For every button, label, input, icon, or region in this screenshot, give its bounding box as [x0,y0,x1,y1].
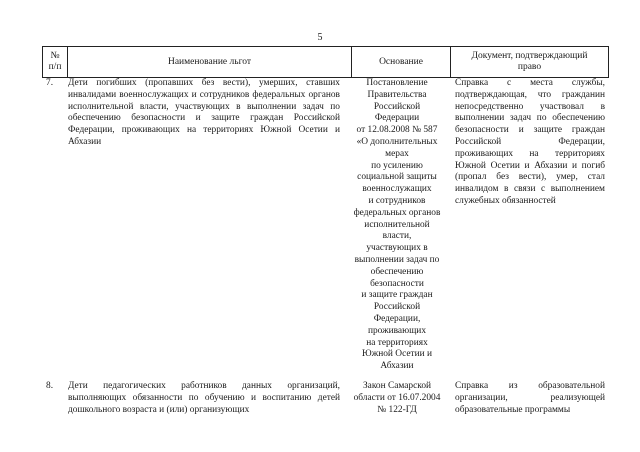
basis-line: № 122-ГД [377,404,417,415]
row-8-number: 8. [46,381,54,391]
basis-line: Абхазии [380,361,414,372]
basis-line: Постановление [366,78,428,88]
header-basis: Основание [352,47,451,77]
basis-line: безопасности [370,278,424,289]
basis-line: проживающих [367,325,427,336]
basis-line: от 12.08.2008 № 587 [356,125,438,136]
row-7-basis [344,78,450,373]
row-8-basis [344,381,450,416]
basis-line: Федерации [374,113,420,124]
basis-line: Закон Самарской [362,381,432,391]
basis-line: выполнении задач по [354,254,440,265]
page-number: 5 [317,32,323,43]
row-7-benefit: Дети погибших (пропавших без вести), умерших, ставших инвалидами военнослужащих и сотрудников федеральных органов исполнительной власти, участвующих в выполнении задач по обеспечению безопасности и защите граждан Российской Федерации, проживающих на территориях Южной Осетии и Абхазии [68,78,340,147]
basis-line: Российской [373,302,421,313]
basis-line: по усилению [371,160,423,171]
row-7-document: Справка с места службы, подтверждающая, что гражданин непосредственно участвовал в выполнении задач по обеспечению безопасности и защите граждан Российской Федерации, проживающих на территориях Южной Осетии и Абхазии и погиб (пропал без вести), умер, стал инвалидом в связи с выполнением служебных обязанностей [455,78,605,206]
basis-line: власти, [382,231,412,242]
header-document: Документ, подтверждающий право [471,51,588,72]
basis-line: Правительства [367,89,427,100]
basis-line: исполнительной [364,219,430,230]
basis-line: «О дополнительных [356,136,438,147]
row-7-number: 7. [46,78,54,88]
basis-line: Федерации, [373,313,421,324]
basis-line: обеспечению [370,266,424,277]
header-benefit: Наименование льгот [68,47,352,77]
header-num-top: № [50,51,60,61]
row-8-benefit: Дети педагогических работников данных организаций, выполняющих обязанности по обучению и воспитанию детей дошкольного возраста и (или) организующих [68,381,340,415]
basis-line: социальной защиты [357,172,437,183]
header-num [43,47,68,77]
basis-line: и защите граждан [361,290,433,301]
row-8-document: Справка из образовательной организации, реализующей образовательные программы [455,381,605,415]
basis-line: участвующих в [366,243,428,254]
basis-line: Российской [373,101,421,112]
basis-line: федеральных органов [353,207,441,218]
basis-line: и сотрудников [368,195,426,206]
header-num-bottom: п/п [48,62,62,72]
basis-line: области от 16.07.2004 [353,392,441,403]
table-header [42,46,609,78]
basis-line: мерах [385,148,409,159]
basis-line: Южной Осетии и [362,349,432,360]
basis-line: военнослужащих [362,184,432,195]
basis-line: на территориях [366,337,428,348]
